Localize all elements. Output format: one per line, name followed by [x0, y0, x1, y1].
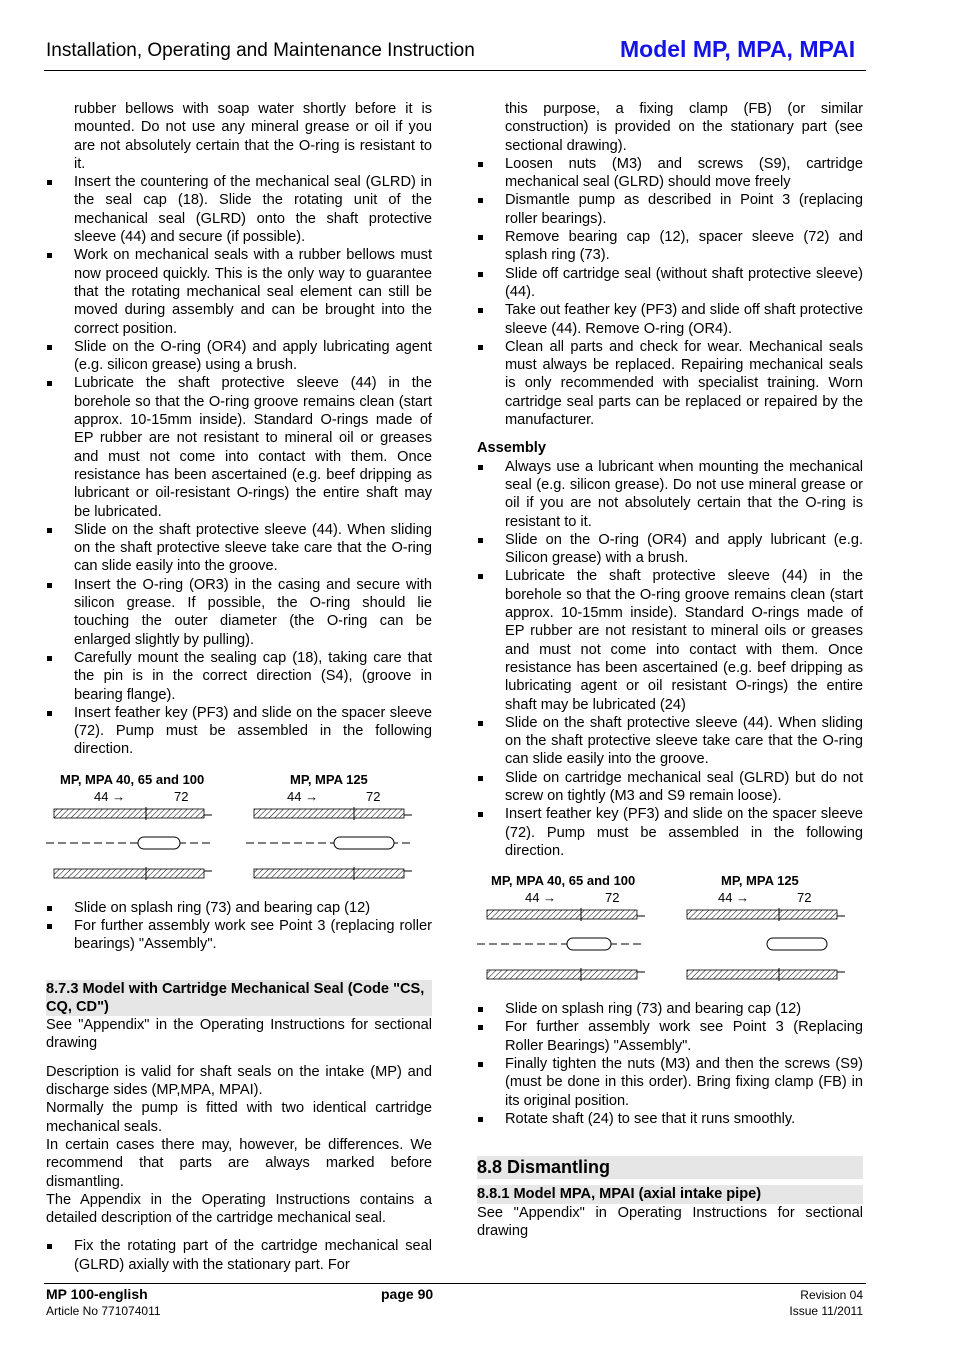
list-item: Insert the countering of the mechanical seal (GLRD) in the seal cap (18). Slide the rotating unit of the mechanical seal (GLRD) onto the shaft protective sleeve (44) and secure (if possible).	[46, 173, 432, 246]
header-model: Model MP, MPA, MPAI	[620, 36, 856, 62]
diagram-num-44: 44 →	[287, 788, 319, 804]
list-item: Lubricate the shaft protective sleeve (44) in the borehole so that the O-ring groove remains clean (start approx. 10-15mm inside). Standard O-rings made of EP rubber are not resistant to mineral oils or greases and must not come into contact with them. Once resistance has been ascertained (e.g. beef dripping as lubricating agent or oil resistant O-rings) the entire shaft may be lubricated (24)	[477, 567, 863, 713]
footer-rule	[44, 1283, 866, 1284]
list-item: Always use a lubricant when mounting the mechanical seal (e.g. silicon grease). Do not use mineral grease or oil if you are not absolutely certain that the O-ring is resistant to it.	[477, 458, 863, 531]
list-item: Remove bearing cap (12), spacer sleeve (72) and splash ring (73).	[477, 228, 863, 265]
footer-doc: MP 100-english	[46, 1286, 148, 1302]
diagram-label-a: MP, MPA 40, 65 and 100	[491, 873, 636, 889]
left-list-2	[46, 899, 432, 954]
sleeve-drawing	[46, 803, 432, 883]
diagram-num-72: 72	[605, 890, 620, 906]
footer-page: page 90	[381, 1286, 434, 1302]
list-item: Insert feather key (PF3) and slide on the spacer sleeve (72). Pump must be assembled in the following direction.	[477, 805, 863, 860]
list-item: Slide on the shaft protective sleeve (44). When sliding on the shaft protective sleeve take care that the O-ring can slide easily into the groove.	[477, 714, 863, 769]
list-item: Slide on cartridge mechanical seal (GLRD) but do not screw on tightly (M3 and S9 remain loose).	[477, 769, 863, 806]
diagram-num-44: 44 →	[525, 890, 557, 906]
list-item: Slide on the shaft protective sleeve (44). When sliding on the shaft protective sleeve take care that the O-ring can slide easily into the groove.	[46, 521, 432, 576]
assembly-direction-diagram	[477, 872, 863, 992]
list-item: Slide on splash ring (73) and bearing cap (12)	[46, 899, 432, 917]
diagram-num-44: 44 →	[718, 890, 750, 906]
sleeve-40-65-100	[46, 807, 212, 880]
left-list-3	[46, 1237, 432, 1274]
paragraph: See "Appendix" in the Operating Instructions for sectional drawing	[46, 1017, 432, 1052]
footer-issue: Issue 11/2011	[789, 1304, 863, 1318]
list-item: Work on mechanical seals with a rubber bellows must now proceed quickly. This is the only way to guarantee that the rotating mechanical seal element can still be moved during assembly and can be brought into the correct position.	[46, 246, 432, 337]
header-title: Installation, Operating and Maintenance Instruction	[46, 40, 475, 61]
list-item: For further assembly work see Point 3 (Replacing Roller Bearings) "Assembly".	[477, 1018, 863, 1055]
list-item: Slide off cartridge seal (without shaft protective sleeve) (44).	[477, 265, 863, 302]
right-list-3	[477, 1000, 863, 1128]
footer-revision: Revision 04	[800, 1288, 863, 1302]
assembly-direction-diagram	[46, 771, 432, 891]
sleeve-40-65-100	[477, 908, 645, 981]
sleeve-drawing	[477, 904, 863, 984]
section-heading-8-8-1: 8.8.1 Model MPA, MPAI (axial intake pipe)	[477, 1185, 863, 1203]
right-intro: this purpose, a fixing clamp (FB) (or similar construction) is provided on the stationary part (see sectional drawing).	[505, 101, 863, 154]
diagram-label-a: MP, MPA 40, 65 and 100	[60, 771, 205, 787]
list-item: Dismantle pump as described in Point 3 (replacing roller bearings).	[477, 191, 863, 228]
diagram-num-72: 72	[797, 890, 812, 906]
right-list-1	[477, 155, 863, 429]
left-intro: rubber bellows with soap water shortly before it is mounted. Do not use any mineral grease or oil if you are not absolutely certain that the O-ring is resistant to it.	[74, 101, 432, 172]
diagram-num-72: 72	[174, 788, 189, 804]
list-item: Lubricate the shaft protective sleeve (44) in the borehole so that the O-ring groove remains clean (start approx. 10-15mm inside). Standard O-rings made of EP rubber are not resistant to mineral oil or greases and must not come into contact with them. Once resistance has been ascertained (e.g. beef dripping as lubricant or oil-resistant O-rings) the entire shaft may be lubricated.	[46, 374, 432, 520]
diagram-num-72: 72	[366, 788, 381, 804]
list-item: Clean all parts and check for wear. Mechanical seals must always be replaced. Repairing mechanical seals is only recommended with specialist training. Worn cartridge seal parts can be replaced or repaired by the manufacturer.	[477, 338, 863, 429]
paragraph: Normally the pump is fitted with two identical cartridge mechanical seals.	[46, 1100, 432, 1135]
right-list-2	[477, 458, 863, 861]
footer-article: Article No 771074011	[46, 1304, 161, 1318]
sleeve-125	[246, 807, 412, 880]
list-item: Carefully mount the sealing cap (18), taking care that the pin is in the correct direction (S4), (groove in bearing flange).	[46, 649, 432, 704]
section-heading-8-7-3: 8.7.3 Model with Cartridge Mechanical Seal (Code "CS, CQ, CD")	[46, 980, 432, 1017]
list-item: Rotate shaft (24) to see that it runs smoothly.	[477, 1110, 863, 1128]
left-list-1	[46, 173, 432, 759]
list-item: For further assembly work see Point 3 (replacing roller bearings) "Assembly".	[46, 917, 432, 954]
list-item: Insert feather key (PF3) and slide on the spacer sleeve (72). Pump must be assembled in the following direction.	[46, 704, 432, 759]
paragraph: Description is valid for shaft seals on the intake (MP) and discharge sides (MP,MPA, MPAI).	[46, 1063, 432, 1099]
list-item: Finally tighten the nuts (M3) and then the screws (S9) (must be done in this order). Bring fixing clamp (FB) in its original position.	[477, 1055, 863, 1110]
paragraph: See "Appendix" in Operating Instructions for sectional drawing	[477, 1204, 863, 1239]
sleeve-125	[687, 908, 845, 981]
list-item: Take out feather key (PF3) and slide off shaft protective sleeve (44). Remove O-ring (OR4).	[477, 301, 863, 338]
right-column	[477, 100, 863, 1240]
list-item: Slide on the O-ring (OR4) and apply lubricating agent (e.g. silicon grease) using a brush.	[46, 338, 432, 375]
paragraph: The Appendix in the Operating Instructions contains a detailed description of the cartridge mechanical seal.	[46, 1191, 432, 1227]
header-rule	[44, 70, 866, 71]
diagram-label-b: MP, MPA 125	[290, 771, 368, 787]
list-item: Slide on the O-ring (OR4) and apply lubricant (e.g. Silicon grease) with a brush.	[477, 531, 863, 568]
list-item: Slide on splash ring (73) and bearing cap (12)	[477, 1000, 863, 1018]
list-item: Loosen nuts (M3) and screws (S9), cartridge mechanical seal (GLRD) should move freely	[477, 155, 863, 192]
assembly-heading: Assembly	[477, 440, 546, 457]
diagram-num-44: 44 →	[94, 788, 126, 804]
section-heading-8-8: 8.8 Dismantling	[477, 1156, 863, 1179]
left-column	[46, 100, 432, 1274]
list-item: Insert the O-ring (OR3) in the casing and secure with silicon grease. If possible, the O-ring should lie touching the outer diameter (the O-ring can be enlarged slightly by pulling).	[46, 576, 432, 649]
paragraph: In certain cases there may, however, be differences. We recommend that parts are always marked before dismantling.	[46, 1136, 432, 1190]
list-item: Fix the rotating part of the cartridge mechanical seal (GLRD) axially with the stationary part. For	[46, 1237, 432, 1274]
diagram-label-b: MP, MPA 125	[721, 873, 799, 889]
